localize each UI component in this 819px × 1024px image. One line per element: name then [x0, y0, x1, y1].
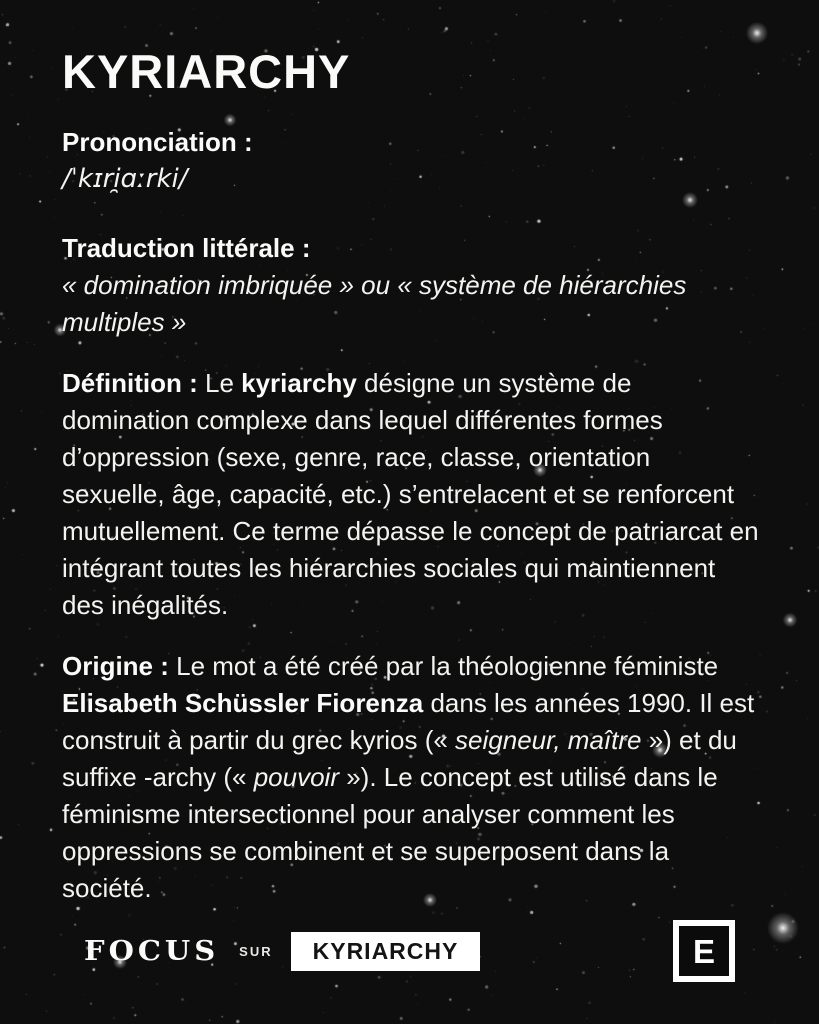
pronunciation-value: /ˈkɪri̯ɑːrki/ — [62, 163, 188, 194]
origin-label: Origine : — [62, 650, 177, 681]
pronunciation-label: Prononciation : — [62, 126, 253, 157]
origin-part2: dans les années 1990. Il est construit à partir du grec kyrios (« — [62, 687, 755, 755]
origin-author-name: Elisabeth Schüssler Fiorenza — [62, 687, 424, 718]
poster-content — [62, 46, 759, 907]
definition-term: kyriarchy — [241, 367, 357, 398]
page-title: KYRIARCHY — [62, 45, 351, 98]
term-badge: KYRIARCHY — [291, 932, 481, 971]
e-logo-letter: E — [692, 932, 715, 970]
translation-value: « domination imbriquée » ou « système de hiérarchies multiples » — [62, 269, 687, 337]
definition-paragraph — [62, 365, 759, 624]
brand-logo: FOCUS — [84, 935, 220, 967]
origin-part4: »). Le concept est utilisé dans le féminisme intersectionnel pour analyser comment les oppressions se combinent et se superposent dans la société. — [62, 761, 718, 903]
origin-paragraph — [62, 648, 759, 907]
footer-connector-label: SUR — [239, 943, 273, 959]
translation-section — [62, 230, 759, 341]
origin-part3: ») et du suffixe -archy (« — [62, 724, 737, 792]
definition-section — [62, 365, 759, 624]
pronunciation-section — [62, 124, 759, 198]
translation-label: Traduction littérale : — [62, 232, 311, 263]
definition-body: désigne un système de domination complexe dans lequel différentes formes d’oppression (sexe, genre, race, classe, orientation sexuelle, âge, capacité, etc.) s’entrelacent et se renforcent mutuellement. Ce terme dépasse le concept de patriarcat en intégrant toutes les hiérarchies sociales qui maintiennent des inégalités. — [62, 367, 759, 620]
origin-italic-seigneur: seigneur, maître — [455, 724, 642, 755]
definition-label: Définition : — [62, 367, 205, 398]
origin-section — [62, 648, 759, 907]
footer — [84, 918, 735, 984]
definition-lead: Le — [204, 367, 242, 398]
origin-part1: Le mot a été créé par la théologienne féministe — [176, 650, 719, 681]
origin-italic-pouvoir: pouvoir — [253, 761, 339, 792]
e-logo — [673, 920, 735, 982]
